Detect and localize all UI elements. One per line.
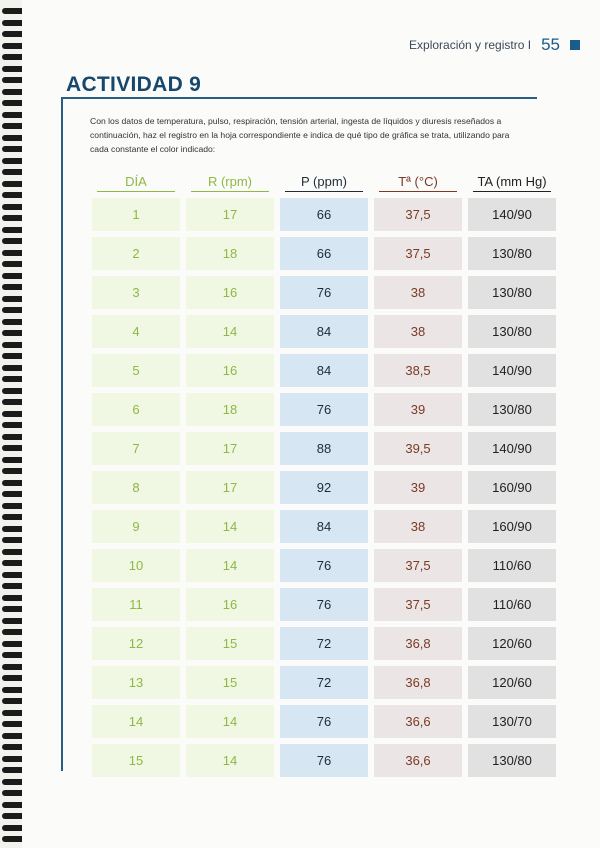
cell-respiration: 17 — [186, 198, 274, 231]
cell-respiration: 14 — [186, 705, 274, 738]
cell-respiration: 16 — [186, 276, 274, 309]
cell-pulse: 84 — [280, 315, 368, 348]
cell-dia: 9 — [92, 510, 180, 543]
table-row — [92, 198, 556, 231]
margin-rule — [61, 99, 63, 771]
cell-blood-pressure: 160/90 — [468, 510, 556, 543]
cell-dia: 8 — [92, 471, 180, 504]
cell-dia: 4 — [92, 315, 180, 348]
cell-dia: 5 — [92, 354, 180, 387]
cell-dia: 6 — [92, 393, 180, 426]
table-row — [92, 315, 556, 348]
table-header-row — [92, 172, 556, 192]
cell-pulse: 72 — [280, 666, 368, 699]
cell-temperature: 37,5 — [374, 198, 462, 231]
cell-pulse: 76 — [280, 276, 368, 309]
header-temperature: Tª (°C) — [374, 172, 462, 192]
cell-temperature: 36,6 — [374, 705, 462, 738]
table-row — [92, 705, 556, 738]
cell-blood-pressure: 120/60 — [468, 627, 556, 660]
cell-pulse: 66 — [280, 198, 368, 231]
cell-dia: 12 — [92, 627, 180, 660]
header-dia: DÍA — [92, 172, 180, 192]
cell-pulse: 76 — [280, 705, 368, 738]
cell-blood-pressure: 110/60 — [468, 588, 556, 621]
cell-blood-pressure: 140/90 — [468, 354, 556, 387]
header-pulse: P (ppm) — [280, 172, 368, 192]
page-number: 55 — [541, 35, 560, 54]
cell-dia: 3 — [92, 276, 180, 309]
cell-blood-pressure: 120/60 — [468, 666, 556, 699]
cell-pulse: 84 — [280, 354, 368, 387]
cell-blood-pressure: 140/90 — [468, 432, 556, 465]
cell-dia: 2 — [92, 237, 180, 270]
cell-temperature: 38,5 — [374, 354, 462, 387]
cell-respiration: 14 — [186, 744, 274, 777]
cell-blood-pressure: 130/80 — [468, 744, 556, 777]
cell-temperature: 36,8 — [374, 666, 462, 699]
table-row — [92, 393, 556, 426]
table-row — [92, 354, 556, 387]
cell-blood-pressure: 160/90 — [468, 471, 556, 504]
table-row — [92, 471, 556, 504]
table-row — [92, 432, 556, 465]
cell-respiration: 15 — [186, 627, 274, 660]
cell-respiration: 16 — [186, 354, 274, 387]
vitals-table — [86, 166, 562, 783]
cell-dia: 7 — [92, 432, 180, 465]
cell-respiration: 18 — [186, 237, 274, 270]
page-header — [409, 35, 580, 55]
cell-temperature: 37,5 — [374, 588, 462, 621]
cell-temperature: 37,5 — [374, 237, 462, 270]
cell-respiration: 17 — [186, 432, 274, 465]
cell-blood-pressure: 130/80 — [468, 237, 556, 270]
table-row — [92, 588, 556, 621]
table-row — [92, 549, 556, 582]
table-row — [92, 237, 556, 270]
cell-respiration: 18 — [186, 393, 274, 426]
activity-title: ACTIVIDAD 9 — [66, 73, 202, 96]
section-title: Exploración y registro I — [409, 38, 532, 52]
cell-temperature: 39 — [374, 393, 462, 426]
cell-respiration: 14 — [186, 549, 274, 582]
cell-temperature: 38 — [374, 510, 462, 543]
cell-temperature: 39,5 — [374, 432, 462, 465]
cell-blood-pressure: 130/80 — [468, 393, 556, 426]
cell-pulse: 72 — [280, 627, 368, 660]
cell-pulse: 92 — [280, 471, 368, 504]
cell-pulse: 76 — [280, 549, 368, 582]
cell-pulse: 76 — [280, 393, 368, 426]
cell-respiration: 15 — [186, 666, 274, 699]
table-row — [92, 627, 556, 660]
header-blood-pressure: TA (mm Hg) — [468, 172, 556, 192]
cell-blood-pressure: 130/80 — [468, 315, 556, 348]
header-square-icon — [570, 40, 580, 50]
cell-pulse: 88 — [280, 432, 368, 465]
cell-blood-pressure: 140/90 — [468, 198, 556, 231]
cell-respiration: 14 — [186, 315, 274, 348]
cell-pulse: 76 — [280, 744, 368, 777]
cell-respiration: 14 — [186, 510, 274, 543]
cell-dia: 15 — [92, 744, 180, 777]
cell-temperature: 38 — [374, 315, 462, 348]
cell-pulse: 84 — [280, 510, 368, 543]
table-row — [92, 276, 556, 309]
cell-pulse: 66 — [280, 237, 368, 270]
cell-respiration: 16 — [186, 588, 274, 621]
cell-dia: 11 — [92, 588, 180, 621]
cell-temperature: 37,5 — [374, 549, 462, 582]
cell-temperature: 36,6 — [374, 744, 462, 777]
table-row — [92, 666, 556, 699]
cell-dia: 14 — [92, 705, 180, 738]
cell-temperature: 38 — [374, 276, 462, 309]
cell-dia: 10 — [92, 549, 180, 582]
instructions-text: Con los datos de temperatura, pulso, respiración, tensión arterial, ingesta de líquidos y diuresis reseñados a continuación, haz el registro en la hoja correspondiente e indica de qué tipo de gráfica se trata, utilizando para cada constante el color indicado: — [90, 116, 510, 154]
cell-dia: 1 — [92, 198, 180, 231]
title-rule — [61, 97, 537, 99]
cell-temperature: 36,8 — [374, 627, 462, 660]
table-row — [92, 510, 556, 543]
cell-dia: 13 — [92, 666, 180, 699]
cell-temperature: 39 — [374, 471, 462, 504]
cell-blood-pressure: 130/80 — [468, 276, 556, 309]
header-respiration: R (rpm) — [186, 172, 274, 192]
cell-respiration: 17 — [186, 471, 274, 504]
cell-blood-pressure: 110/60 — [468, 549, 556, 582]
table-row — [92, 744, 556, 777]
cell-blood-pressure: 130/70 — [468, 705, 556, 738]
cell-pulse: 76 — [280, 588, 368, 621]
